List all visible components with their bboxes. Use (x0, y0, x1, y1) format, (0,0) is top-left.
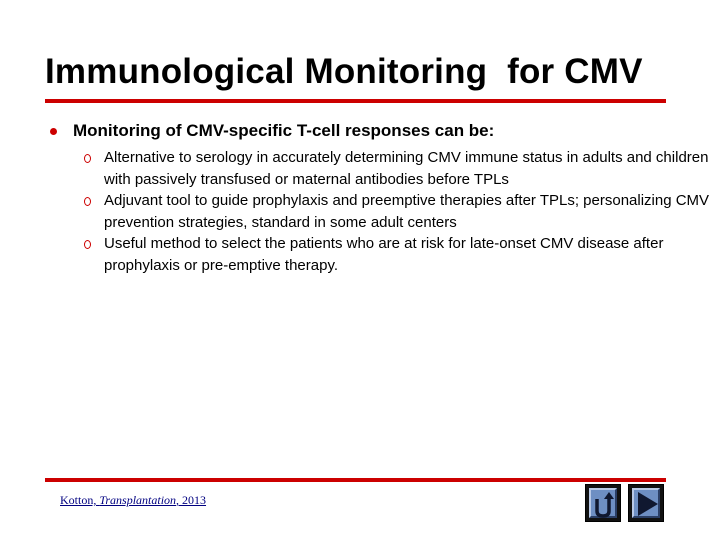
sub-bullet-item (84, 190, 714, 233)
sub-bullet-text: Useful method to select the patients who are at risk for late-onset CMV disease after prophylaxis or pre-emptive therapy. (104, 235, 664, 274)
citation-link[interactable] (60, 493, 206, 508)
citation-journal: Transplantation (99, 493, 177, 507)
next-slide-button[interactable] (628, 484, 664, 522)
sub-bullet-item (84, 233, 714, 276)
title-underline (45, 99, 666, 103)
circle-bullet-icon (84, 154, 91, 163)
sub-bullet-list (84, 147, 714, 276)
sub-bullet-item (84, 147, 714, 190)
citation-year: , 2013 (176, 493, 207, 507)
return-button[interactable] (585, 484, 621, 522)
slide-title: Immunological Monitoring for CMV (45, 52, 643, 91)
sub-bullet-text: Alternative to serology in accurately determining CMV immune status in adults and children with passively transfused or maternal antibodies before TPLs (104, 149, 709, 188)
circle-bullet-icon (84, 240, 91, 249)
circle-bullet-icon (84, 197, 91, 206)
footer-rule (45, 478, 666, 482)
sub-bullet-text: Adjuvant tool to guide prophylaxis and preemptive therapies after TPLs; personalizing CMV prevention strategies, standard in some adult centers (104, 192, 710, 231)
main-bullet-text: Monitoring of CMV-specific T-cell responses can be: (73, 121, 495, 140)
return-arrow-icon (586, 485, 622, 523)
level1-bullet-dot (50, 128, 57, 135)
play-triangle-icon (629, 485, 665, 523)
citation-author: Kotton, (60, 493, 100, 507)
